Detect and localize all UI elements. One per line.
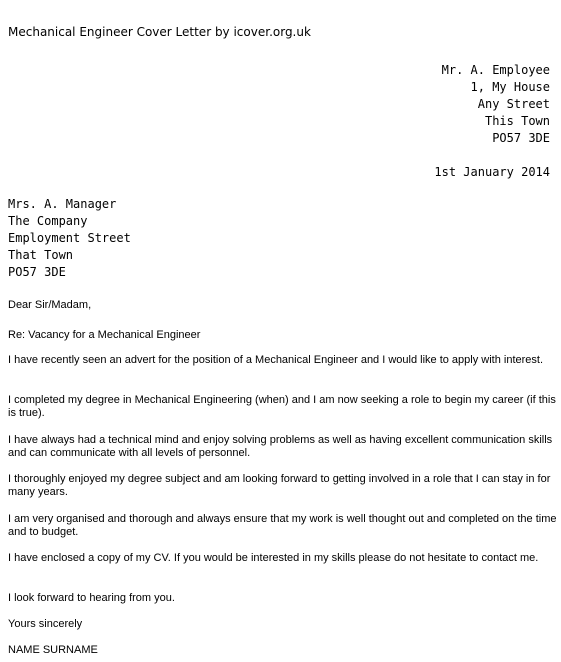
sender-address-line: PO57 3DE [492, 131, 550, 145]
recipient-address-line: The Company [8, 214, 88, 228]
recipient-address-line: That Town [8, 248, 74, 262]
letter-paragraph: I have enclosed a copy of my CV. If you would be interested in my skills please do not hesitate to contact me. [8, 552, 539, 564]
letter-closing: Yours sincerely [8, 618, 83, 630]
sender-address-line: This Town [484, 114, 550, 128]
document-title: Mechanical Engineer Cover Letter by icover.org.uk [8, 25, 311, 39]
letter-paragraph: I look forward to hearing from you. [8, 592, 175, 604]
letter-date: 1st January 2014 [434, 165, 550, 179]
letter-paragraph: I have recently seen an advert for the position of a Mechanical Engineer and I would like to apply with interest. [8, 354, 544, 366]
recipient-address-line: Employment Street [8, 231, 131, 245]
letter-paragraph: I am very organised and thorough and always ensure that my work is well thought out and completed on the time and to budget. [8, 513, 557, 538]
letter-paragraph: I thoroughly enjoyed my degree subject and am looking forward to getting involved in a role that I can stay in for many years. [8, 473, 551, 498]
letter-subject: Re: Vacancy for a Mechanical Engineer [8, 329, 201, 341]
recipient-address [8, 196, 131, 281]
letter-paragraph: I completed my degree in Mechanical Engineering (when) and I am now seeking a role to begin my career (if this is true). [8, 394, 556, 419]
sender-address-line: Mr. A. Employee [441, 63, 550, 77]
sender-address [442, 62, 550, 147]
recipient-address-line: Mrs. A. Manager [8, 197, 117, 211]
letter-signature: NAME SURNAME [8, 644, 98, 656]
sender-address-line: 1, My House [470, 80, 550, 94]
sender-address-line: Any Street [477, 97, 550, 111]
recipient-address-line: PO57 3DE [8, 265, 66, 279]
letter-greeting: Dear Sir/Madam, [8, 299, 92, 311]
letter-paragraph: I have always had a technical mind and enjoy solving problems as well as having excellent communication skills and can communicate with all levels of personnel. [8, 434, 553, 459]
